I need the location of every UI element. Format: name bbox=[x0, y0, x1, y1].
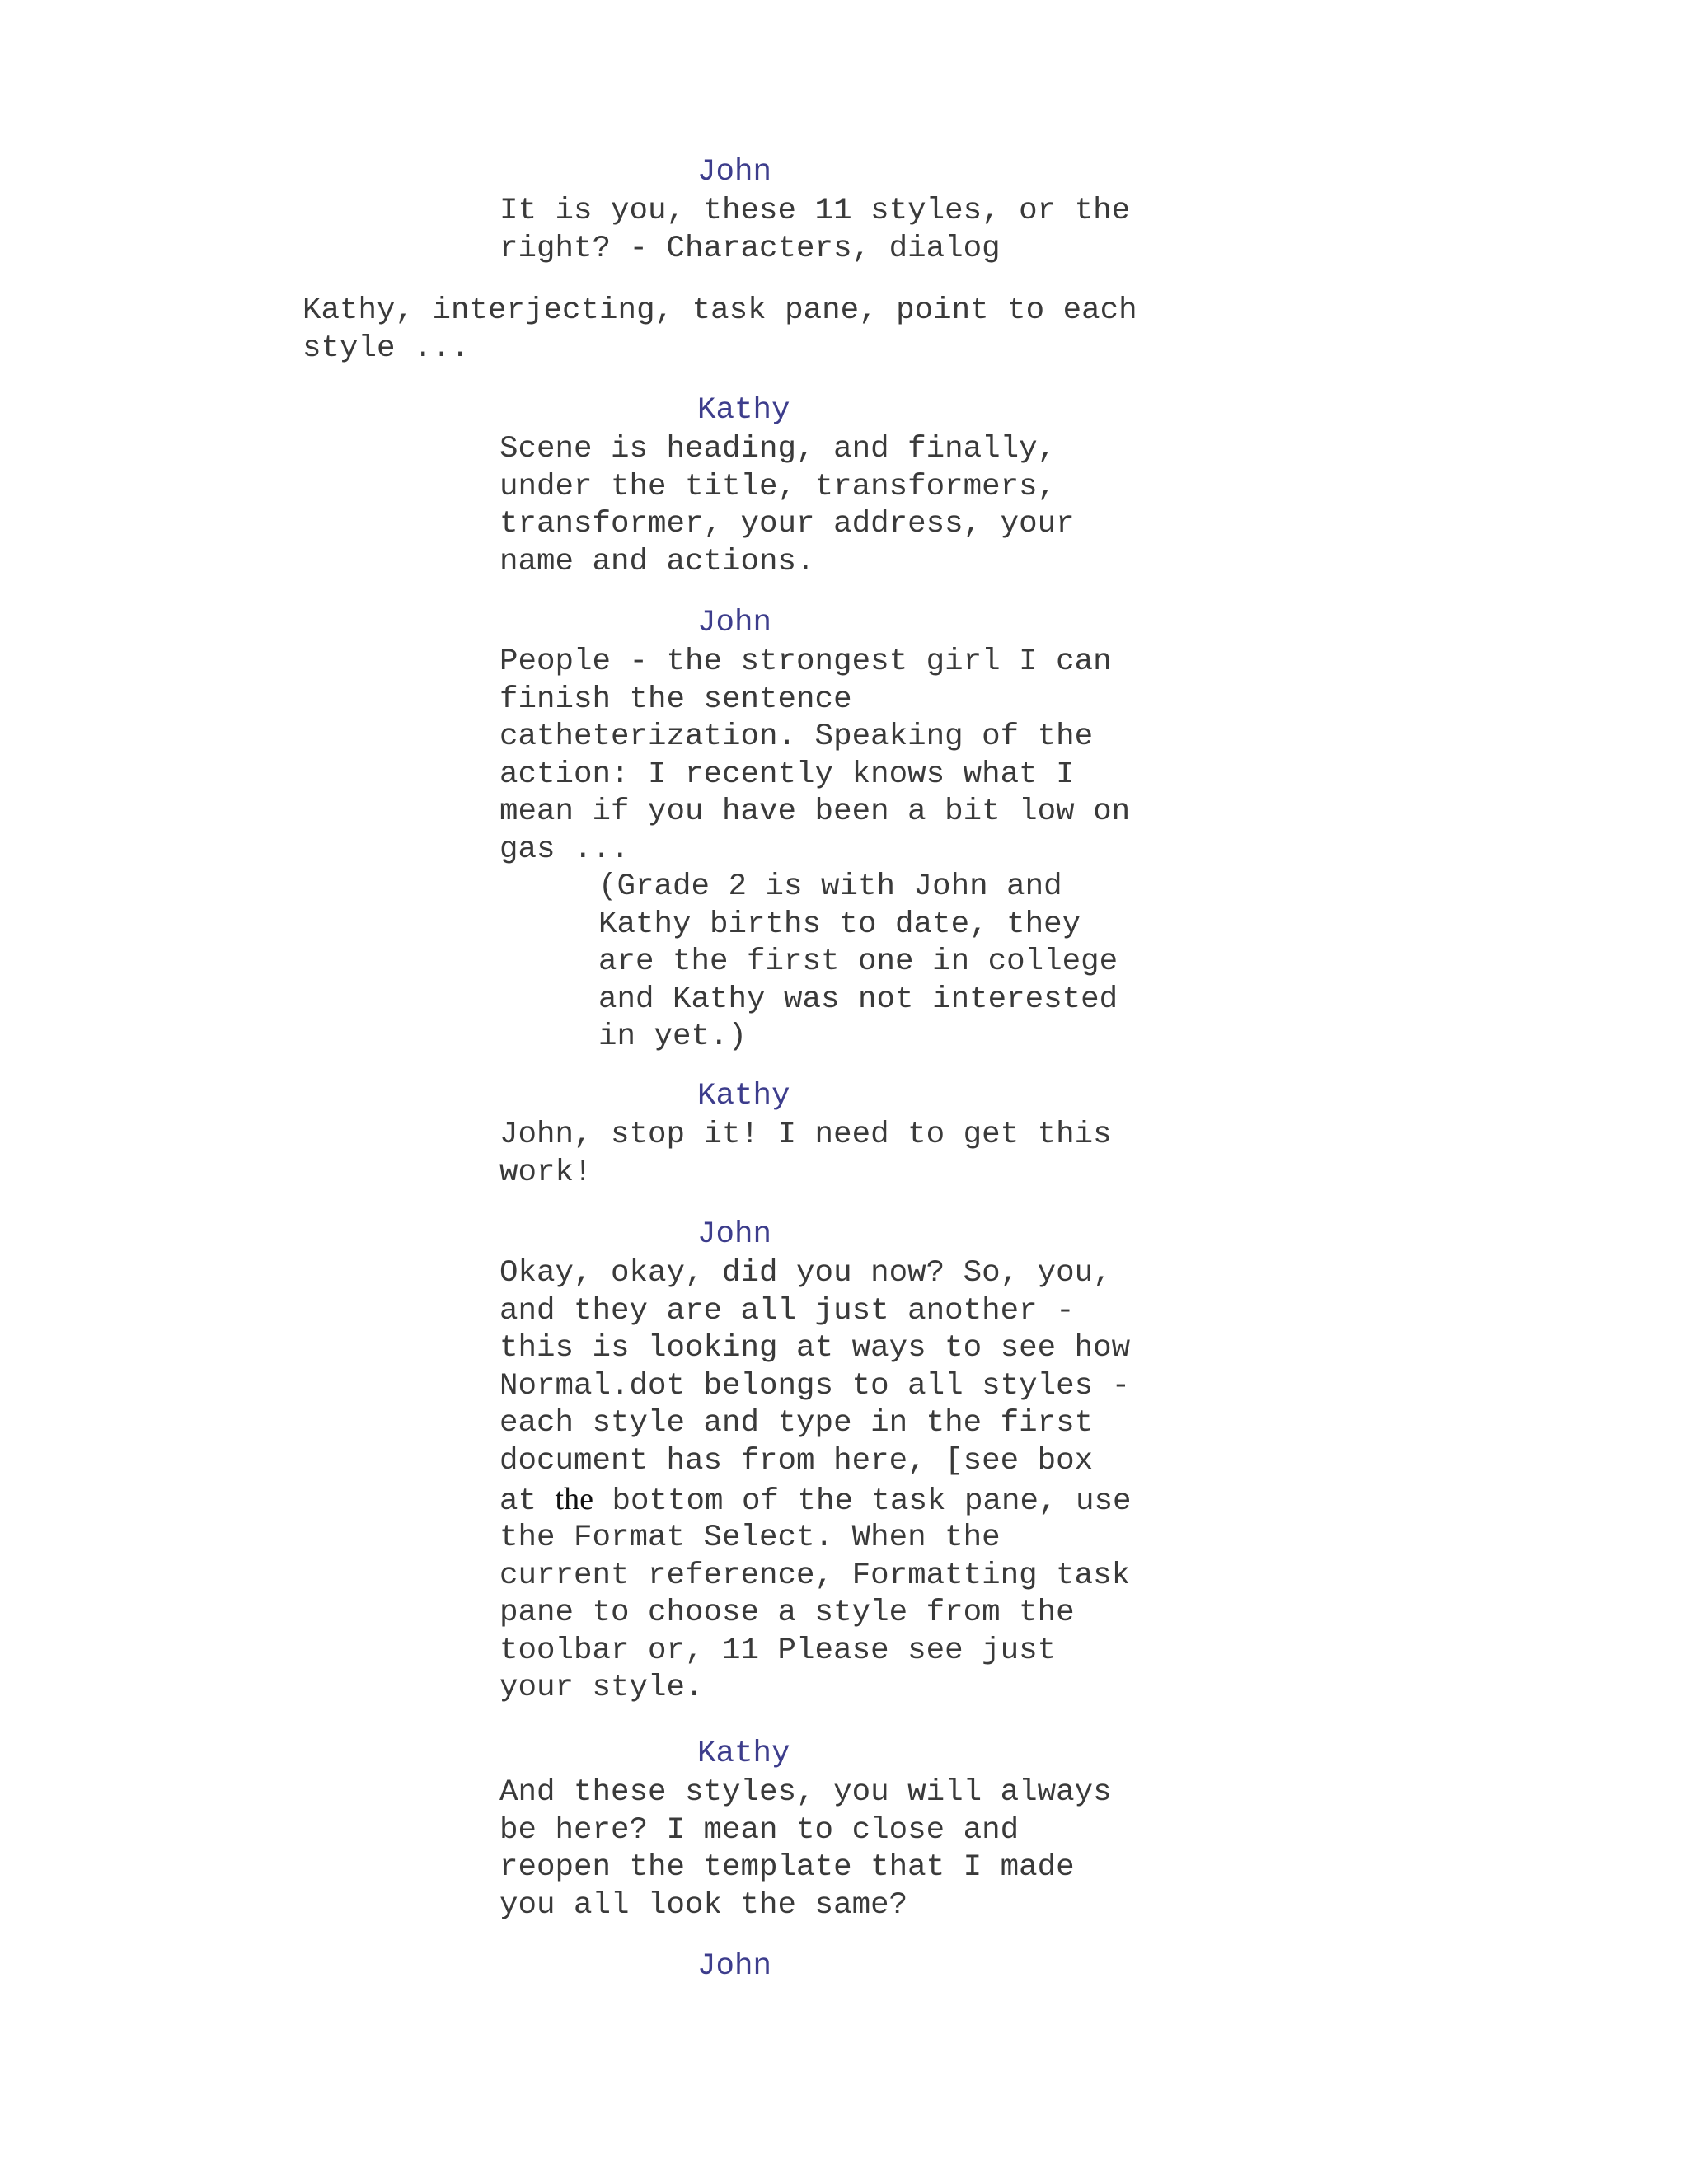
dialog-block: And these styles, you will always be here? I mean to close and reopen the template that I made you all look the same? bbox=[499, 1775, 1112, 1923]
action-block: Kathy, interjecting, task pane, point to each style ... bbox=[302, 293, 1137, 366]
dialog-block: John, stop it! I need to get this work! bbox=[499, 1118, 1112, 1190]
character-cue-john: John bbox=[697, 155, 772, 190]
dialog-line-mixed-font bbox=[499, 1481, 1132, 1521]
character-cue-john: John bbox=[697, 1217, 772, 1252]
serif-word-the: the bbox=[555, 1482, 593, 1516]
dialog-block: Okay, okay, did you now? So, you, and they are all just another - this is looking at ways to see how Normal.dot belongs to all styles - each style and type in the first document has from here, [see box bbox=[499, 1256, 1131, 1479]
character-cue-john: John bbox=[697, 606, 772, 640]
character-cue-kathy: Kathy bbox=[697, 1079, 790, 1113]
parenthetical-block: (Grade 2 is with John and Kathy births to date, they are the first one in college and Kathy was not interested in yet.) bbox=[598, 869, 1118, 1054]
dialog-block: the Format Select. When the current reference, Formatting task pane to choose a style from the toolbar or, 11 Please see just your style. bbox=[499, 1521, 1131, 1705]
dialog-text: bottom of the task pane, use bbox=[593, 1484, 1132, 1519]
dialog-block: Scene is heading, and finally, under the title, transformers, transformer, your address, your name and actions. bbox=[499, 432, 1075, 579]
dialog-block: It is you, these 11 styles, or the right? - Characters, dialog bbox=[499, 194, 1131, 266]
character-cue-kathy: Kathy bbox=[697, 393, 790, 428]
character-cue-kathy: Kathy bbox=[697, 1736, 790, 1771]
dialog-text: at bbox=[499, 1484, 556, 1519]
character-cue-john: John bbox=[697, 1949, 772, 1984]
dialog-block: People - the strongest girl I can finish the sentence catheterization. Speaking of the action: I recently knows what I mean if you have been a bit low on gas ... bbox=[499, 644, 1131, 867]
